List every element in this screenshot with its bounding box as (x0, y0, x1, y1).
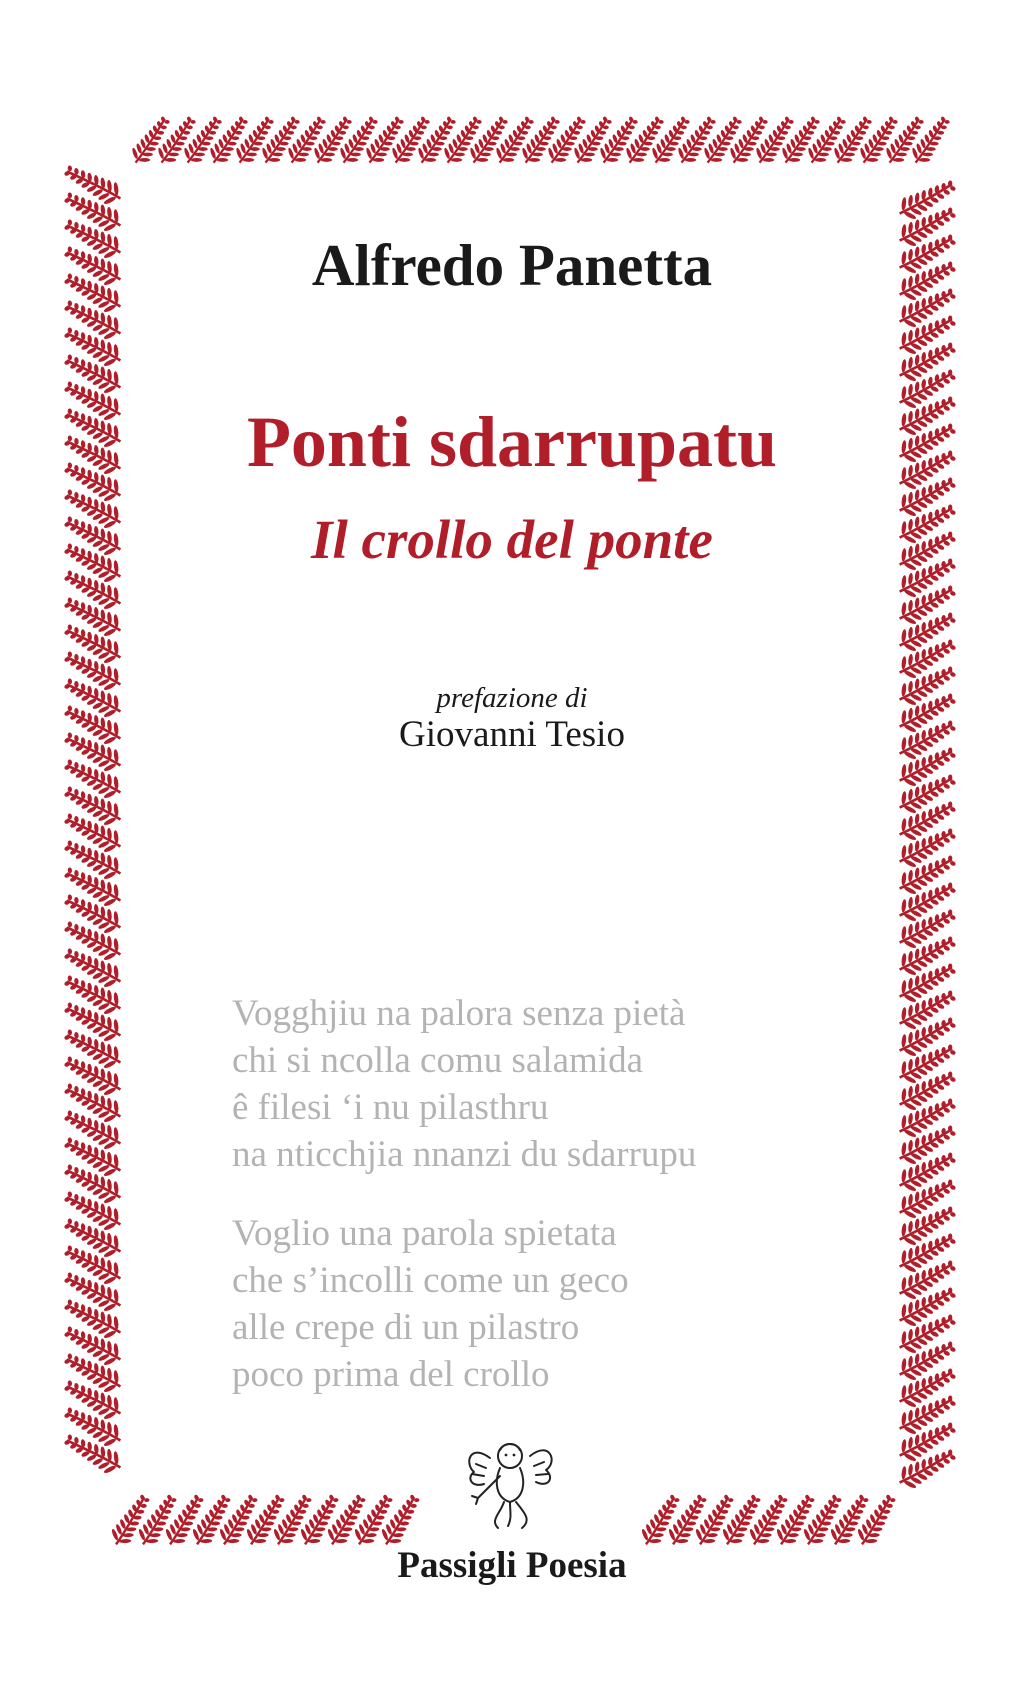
cherub-icon (460, 1428, 560, 1538)
laurel-sprig (376, 1490, 427, 1551)
poem-line: ê filesi ‘i nu pilasthru (232, 1087, 549, 1128)
laurel-sprig (906, 111, 956, 169)
book-subtitle: Il crollo del ponte (311, 509, 713, 570)
preface-author: Giovanni Tesio (399, 714, 625, 755)
laurel-sprig (59, 158, 126, 211)
poem-line: poco prima del crollo (232, 1354, 550, 1395)
poem-excerpt (232, 990, 872, 1430)
poem-stanza-dialect (232, 990, 872, 1178)
poem-stanza-italian (232, 1210, 872, 1398)
publisher-name: Passigli Poesia (397, 1545, 627, 1586)
poem-line: na nticchjia nnanzi du sdarrupu (232, 1134, 697, 1175)
book-title: Ponti sdarrupatu (246, 402, 778, 482)
poem-line: alle crepe di un pilastro (232, 1307, 580, 1348)
poem-line: Vogghjiu na palora senza pietà (232, 993, 686, 1034)
author-name: Alfredo Panetta (311, 232, 713, 298)
poem-line: che s’incolli come un geco (232, 1260, 629, 1301)
poem-line: Voglio una parola spietata (232, 1213, 617, 1254)
laurel-sprig (893, 173, 960, 226)
preface-label: prefazione di (436, 682, 588, 714)
laurel-sprig (852, 1490, 903, 1551)
poem-line: chi si ncolla comu salamida (232, 1040, 643, 1081)
